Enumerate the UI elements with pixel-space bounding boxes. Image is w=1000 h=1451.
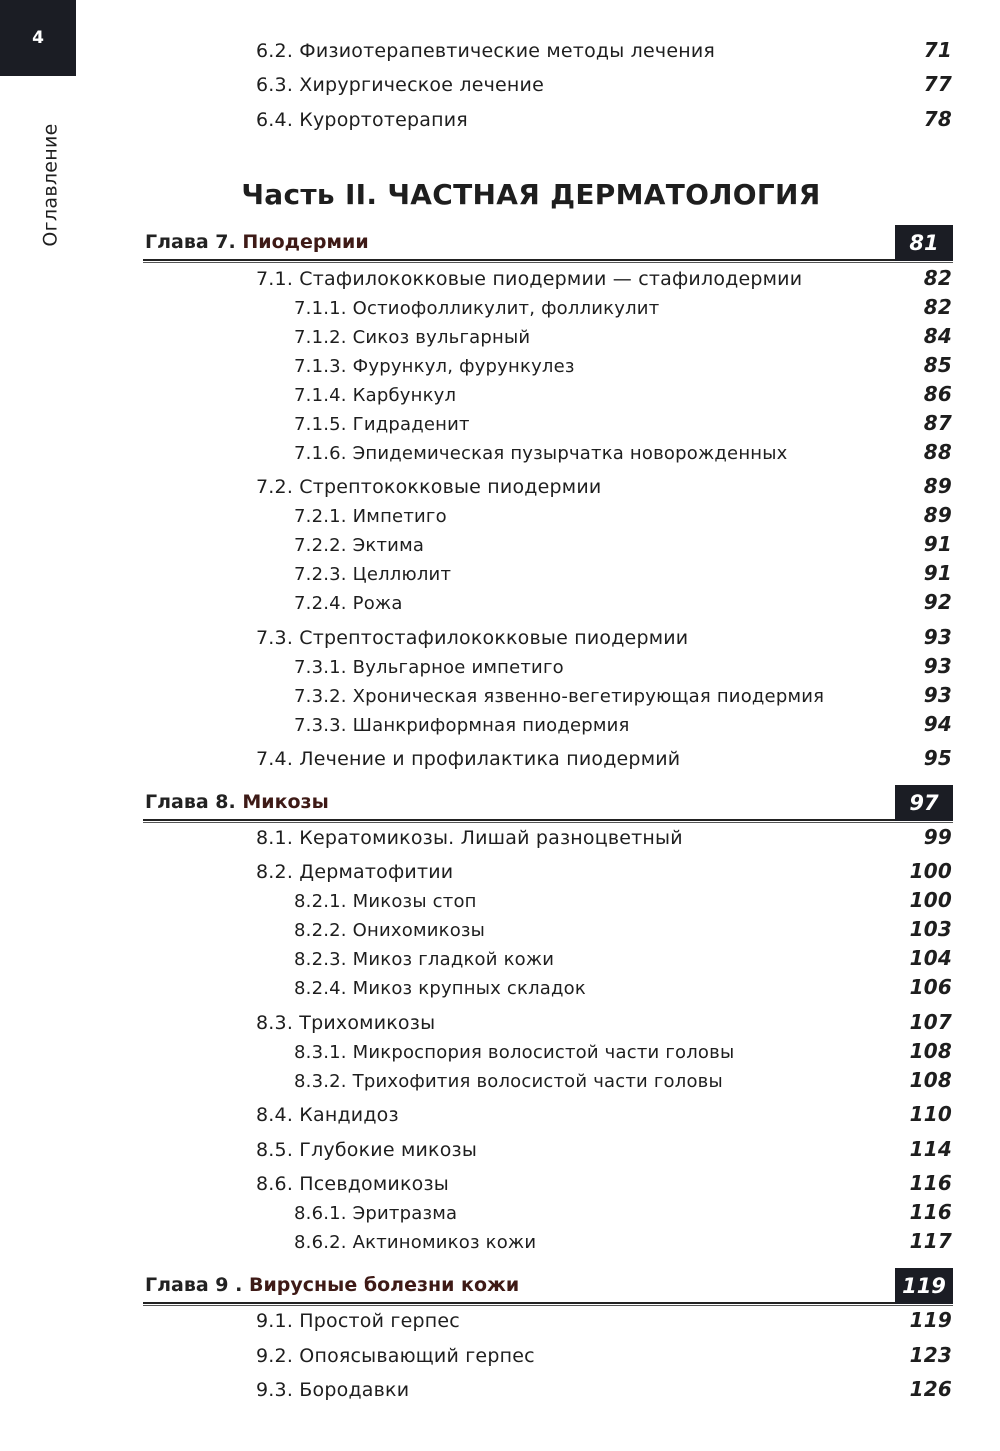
- toc-entry-label: 8.1. Кератомикозы. Лишай разноцветный: [256, 827, 683, 849]
- toc-entry-page: 82: [923, 266, 952, 290]
- toc-entry-page: 77: [923, 72, 952, 96]
- toc-entry[interactable]: [294, 1202, 952, 1223]
- chapter-title: Пиодермии: [242, 231, 369, 253]
- toc-entry-label: 7.2.2. Эктима: [294, 535, 425, 556]
- toc-entry-page: 71: [923, 38, 952, 62]
- toc-entry-label: 7.3. Стрептостафилококковые пиодермии: [256, 627, 689, 649]
- toc-entry-page: 123: [909, 1343, 952, 1367]
- toc-entry-label: 7.1.6. Эпидемическая пузырчатка новорожденных: [294, 443, 788, 464]
- toc-entry-page: 91: [923, 532, 952, 556]
- chapter-page-box: [895, 1268, 953, 1304]
- toc-entry-page: 117: [909, 1229, 952, 1253]
- toc-entry-label: 8.2. Дерматофитии: [256, 861, 454, 883]
- toc-entry-page: 91: [923, 561, 952, 585]
- page-number: 4: [32, 28, 44, 48]
- toc-entry[interactable]: [294, 355, 952, 376]
- toc-entry-page: 94: [923, 712, 952, 736]
- toc-entry[interactable]: [294, 948, 952, 969]
- chapter-title: Вирусные болезни кожи: [248, 1274, 520, 1296]
- toc-entry-page: 107: [909, 1010, 952, 1034]
- chapter-divider: [143, 262, 953, 263]
- toc-entry-label: 7.1. Стафилококковые пиодермии — стафилодермии: [256, 268, 803, 290]
- toc-entry[interactable]: [256, 748, 952, 769]
- toc-entry[interactable]: [256, 1310, 952, 1331]
- toc-entry-label: 8.4. Кандидоз: [256, 1104, 399, 1126]
- toc-entry-page: 92: [923, 590, 952, 614]
- toc-entry[interactable]: [256, 1345, 952, 1366]
- toc-entry[interactable]: [256, 1139, 952, 1160]
- chapter-heading: [145, 791, 329, 813]
- toc-entry-page: 88: [923, 440, 952, 464]
- toc-entry-label: 7.1.4. Карбункул: [294, 385, 457, 406]
- toc-entry-page: 119: [909, 1308, 952, 1332]
- toc-entry[interactable]: [294, 685, 952, 706]
- chapter-prefix: Глава 8.: [145, 791, 236, 813]
- chapter-page: 97: [909, 791, 939, 815]
- toc-entry-page: 126: [909, 1377, 952, 1401]
- toc-entry[interactable]: [294, 505, 952, 526]
- toc-entry-page: 106: [909, 975, 952, 999]
- toc-entry-page: 104: [909, 946, 952, 970]
- chapter-divider: [143, 822, 953, 823]
- chapter-8-header[interactable]: [143, 785, 953, 821]
- toc-entry[interactable]: [294, 1231, 952, 1252]
- toc-entry-label: 7.4. Лечение и профилактика пиодермий: [256, 748, 681, 770]
- toc-entry-label: 7.1.5. Гидраденит: [294, 414, 470, 435]
- toc-entry[interactable]: [294, 656, 952, 677]
- toc-entry-label: 8.6.2. Актиномикоз кожи: [294, 1232, 537, 1253]
- toc-entry-label: 7.1.3. Фурункул, фурункулез: [294, 356, 575, 377]
- toc-entry-label: 8.3. Трихомикозы: [256, 1012, 436, 1034]
- toc-entry-6-4[interactable]: [256, 109, 952, 130]
- toc-entry-label: 8.2.1. Микозы стоп: [294, 891, 477, 912]
- toc-entry[interactable]: [294, 1041, 952, 1062]
- page-number-tab: [0, 0, 76, 76]
- toc-entry-label: 6.4. Курортотерапия: [256, 109, 468, 131]
- chapter-title: Микозы: [242, 791, 329, 813]
- toc-entry[interactable]: [294, 442, 952, 463]
- toc-entry-page: 84: [923, 324, 952, 348]
- toc-entry-label: 7.3.1. Вульгарное импетиго: [294, 657, 564, 678]
- toc-entry-page: 93: [923, 683, 952, 707]
- toc-entry[interactable]: [256, 827, 952, 848]
- toc-entry-page: 82: [923, 295, 952, 319]
- toc-entry[interactable]: [294, 714, 952, 735]
- toc-entry[interactable]: [294, 384, 952, 405]
- toc-entry[interactable]: [294, 977, 952, 998]
- toc-entry-label: 8.2.4. Микоз крупных складок: [294, 978, 586, 999]
- toc-entry[interactable]: [256, 1379, 952, 1400]
- chapter-7-header[interactable]: [143, 225, 953, 261]
- toc-entry-6-2[interactable]: [256, 40, 952, 61]
- toc-entry-page: 116: [909, 1171, 952, 1195]
- toc-entry-label: 6.2. Физиотерапевтические методы лечения: [256, 40, 716, 62]
- toc-entry-page: 108: [909, 1068, 952, 1092]
- toc-entry-page: 89: [923, 503, 952, 527]
- toc-entry-label: 8.5. Глубокие микозы: [256, 1139, 478, 1161]
- chapter-page: 119: [902, 1274, 946, 1298]
- toc-entry-label: 7.2.3. Целлюлит: [294, 564, 452, 585]
- toc-entry-label: 8.6. Псевдомикозы: [256, 1173, 449, 1195]
- toc-entry[interactable]: [294, 297, 952, 318]
- toc-entry-page: 99: [923, 825, 952, 849]
- toc-entry-page: 100: [909, 859, 952, 883]
- chapter-rule: [143, 819, 895, 821]
- toc-entry[interactable]: [256, 1012, 952, 1033]
- toc-entry[interactable]: [256, 1104, 952, 1125]
- side-label-text: Оглавление: [40, 123, 62, 247]
- toc-entry-page: 116: [909, 1200, 952, 1224]
- toc-entry-label: 7.3.3. Шанкриформная пиодермия: [294, 715, 630, 736]
- chapter-rule: [143, 259, 895, 261]
- chapter-page-box: [895, 785, 953, 821]
- part-title: Часть II. ЧАСТНАЯ ДЕРМАТОЛОГИЯ: [241, 178, 821, 211]
- chapter-9-header[interactable]: [143, 1268, 953, 1304]
- chapter-prefix: Глава 7.: [145, 231, 236, 253]
- toc-entry-page: 78: [923, 107, 952, 131]
- toc-entry[interactable]: [294, 592, 952, 613]
- chapter-rule: [143, 1302, 895, 1304]
- toc-entry-label: 8.2.3. Микоз гладкой кожи: [294, 949, 555, 970]
- toc-entry-label: 7.3.2. Хроническая язвенно-вегетирующая пиодермия: [294, 686, 825, 707]
- toc-entry-6-3[interactable]: [256, 74, 952, 95]
- toc-entry-page: 100: [909, 888, 952, 912]
- chapter-heading: [145, 1274, 519, 1296]
- toc-entry[interactable]: [294, 413, 952, 434]
- toc-entry[interactable]: [294, 890, 952, 911]
- toc-entry-label: 9.2. Опоясывающий герпес: [256, 1345, 535, 1367]
- toc-entry-label: 7.1.2. Сикоз вульгарный: [294, 327, 531, 348]
- chapter-prefix: Глава 9 .: [145, 1274, 243, 1296]
- toc-entry[interactable]: [294, 1070, 952, 1091]
- toc-entry[interactable]: [294, 326, 952, 347]
- toc-entry-page: 87: [923, 411, 952, 435]
- toc-entry[interactable]: [294, 563, 952, 584]
- toc-entry[interactable]: [294, 534, 952, 555]
- toc-entry-page: 108: [909, 1039, 952, 1063]
- toc-entry-page: 110: [909, 1102, 952, 1126]
- toc-entry-label: 8.3.2. Трихофития волосистой части головы: [294, 1071, 723, 1092]
- toc-entry-label: 7.2.4. Рожа: [294, 593, 403, 614]
- toc-entry-label: 8.3.1. Микроспория волосистой части головы: [294, 1042, 735, 1063]
- toc-entry[interactable]: [256, 627, 952, 648]
- toc-entry-page: 103: [909, 917, 952, 941]
- toc-entry-page: 93: [923, 625, 952, 649]
- toc-entry-page: 86: [923, 382, 952, 406]
- toc-entry[interactable]: [256, 861, 952, 882]
- toc-entry-page: 89: [923, 474, 952, 498]
- toc-entry-page: 95: [923, 746, 952, 770]
- chapter-divider: [143, 1305, 953, 1306]
- toc-entry-page: 93: [923, 654, 952, 678]
- toc-entry[interactable]: [294, 919, 952, 940]
- toc-entry-label: 8.2.2. Онихомикозы: [294, 920, 486, 941]
- chapter-heading: [145, 231, 369, 253]
- toc-entry-label: 7.2.1. Импетиго: [294, 506, 447, 527]
- toc-entry[interactable]: [256, 1173, 952, 1194]
- toc-entry-label: 7.2. Стрептококковые пиодермии: [256, 476, 602, 498]
- toc-entry-label: 9.3. Бородавки: [256, 1379, 410, 1401]
- chapter-page: 81: [909, 231, 939, 255]
- toc-entry-page: 114: [909, 1137, 952, 1161]
- toc-entry-label: 9.1. Простой герпес: [256, 1310, 460, 1332]
- toc-entry-page: 85: [923, 353, 952, 377]
- toc-entry[interactable]: [256, 268, 952, 289]
- chapter-page-box: [895, 225, 953, 261]
- toc-entry-label: 8.6.1. Эритразма: [294, 1203, 458, 1224]
- toc-entry-label: 6.3. Хирургическое лечение: [256, 74, 544, 96]
- toc-entry-label: 7.1.1. Остиофолликулит, фолликулит: [294, 298, 660, 319]
- toc-entry[interactable]: [256, 476, 952, 497]
